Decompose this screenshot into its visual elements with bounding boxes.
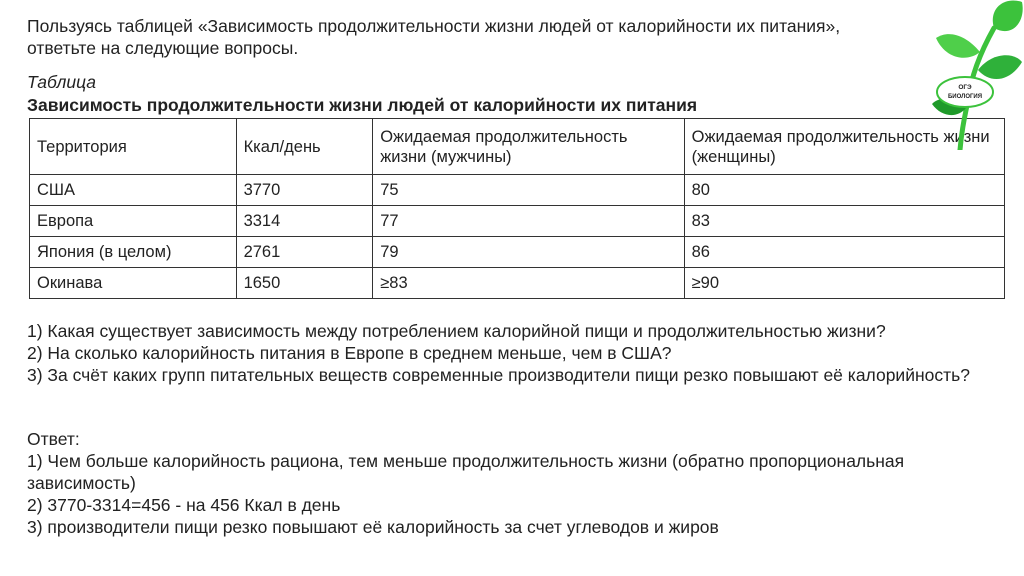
intro-text: Пользуясь таблицей «Зависимость продолжительности жизни людей от калорийности их питания», ответьте на следующие вопросы. [27, 16, 841, 58]
cell-kcal: 3770 [236, 175, 373, 206]
life-expectancy-table [29, 118, 1005, 299]
header-kcal: Ккал/день [236, 119, 373, 175]
answer-2: 2) 3770-3314=456 - на 456 Ккал в день [27, 495, 341, 515]
cell-kcal: 3314 [236, 206, 373, 237]
cell-kcal: 2761 [236, 237, 373, 268]
table-caption-title: Зависимость продолжительности жизни людей от калорийности их питания [27, 95, 698, 115]
answer-heading: Ответ: [27, 429, 80, 449]
answer-1: 1) Чем больше калорийность рациона, тем меньше продолжительность жизни (обратно пропорциональная зависимость) [27, 451, 905, 493]
logo-text-biology: БИОЛОГИЯ [947, 94, 983, 100]
cell-life-women: ≥90 [684, 268, 1004, 299]
table-caption-label: Таблица [27, 72, 97, 92]
cell-territory: Япония (в целом) [30, 237, 237, 268]
cell-life-men: ≥83 [373, 268, 684, 299]
cell-territory: Окинава [30, 268, 237, 299]
table-row [30, 237, 1005, 268]
questions-block [27, 320, 987, 386]
table-row [30, 268, 1005, 299]
cell-kcal: 1650 [236, 268, 373, 299]
table-row [30, 175, 1005, 206]
cell-life-women: 80 [684, 175, 1004, 206]
question-3: 3) За счёт каких групп питательных веществ современные производители пищи резко повышают её калорийность? [27, 365, 970, 385]
cell-life-men: 75 [373, 175, 684, 206]
answers-block [27, 428, 1002, 538]
header-territory: Территория [30, 119, 237, 175]
cell-life-men: 79 [373, 237, 684, 268]
cell-life-women: 86 [684, 237, 1004, 268]
question-2: 2) На сколько калорийность питания в Европе в среднем меньше, чем в США? [27, 343, 672, 363]
cell-territory: Европа [30, 206, 237, 237]
table-header-row [30, 119, 1005, 175]
cell-life-women: 83 [684, 206, 1004, 237]
cell-territory: США [30, 175, 237, 206]
logo-text-oge: ОГЭ [958, 84, 972, 91]
table-row [30, 206, 1005, 237]
header-life-women: Ожидаемая продолжительность жизни (женщины) [684, 119, 1004, 175]
question-1: 1) Какая существует зависимость между потреблением калорийной пищи и продолжительностью жизни? [27, 321, 886, 341]
cell-life-men: 77 [373, 206, 684, 237]
answer-3: 3) производители пищи резко повышают её калорийность за счет углеводов и жиров [27, 517, 719, 537]
header-life-men: Ожидаемая продолжительность жизни (мужчины) [373, 119, 684, 175]
oge-biology-leaf-logo [910, 0, 1024, 150]
